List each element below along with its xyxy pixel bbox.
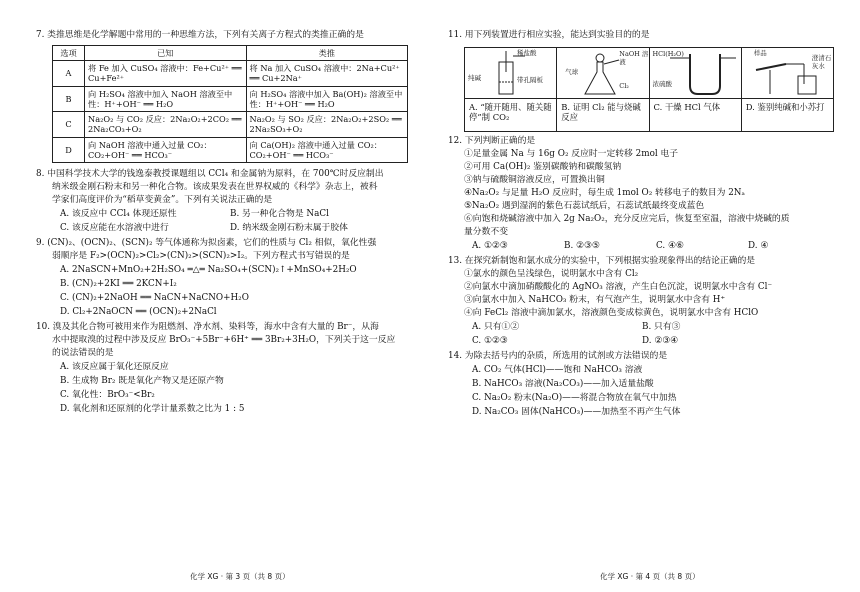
row-analog: 向 Ca(OH)₂ 溶液中通入过量 CO₂：CO₂+OH⁻ ══ HCO₃⁻ bbox=[246, 137, 407, 163]
question-7 bbox=[36, 30, 418, 163]
page-footer-left: 化学 XG · 第 3 页（共 8 页） bbox=[190, 572, 290, 581]
apparatus-d bbox=[742, 48, 833, 131]
q12-stem: 12. 下列判断正确的是 bbox=[448, 135, 536, 146]
q12-statement: ①足量金属 Na 与 16g O₂ 反应时一定转移 2mol 电子 bbox=[464, 148, 679, 159]
label-balloon: 气球 bbox=[565, 67, 579, 76]
row-key: D bbox=[53, 137, 85, 163]
q12-statement-cont: 量分数不变 bbox=[464, 226, 508, 237]
q7-stem: 7. 类推思维是化学解题中常用的一种思维方法，下列有关离子方程式的类推正确的是 bbox=[36, 30, 364, 40]
row-known: 向 H₂SO₄ 溶液中加入 NaOH 溶液至中性：H⁺+OH⁻ ══ H₂O bbox=[85, 86, 247, 112]
row-analog: 将 Na 加入 CuSO₄ 溶液中：2Na+Cu²⁺ ══ Cu+2Na⁺ bbox=[246, 61, 407, 87]
page-footer-right: 化学 XG · 第 4 页（共 8 页） bbox=[600, 572, 700, 581]
label-soda: 纯碱 bbox=[468, 73, 481, 82]
label-naoh: NaOH 溶液 bbox=[619, 49, 649, 67]
option-c: C. ④⑥ bbox=[656, 240, 684, 251]
q10-line: 的说法错误的是 bbox=[52, 348, 114, 359]
label-limewater: 澄清石灰水 bbox=[811, 53, 832, 71]
option-a: A. ①②③ bbox=[472, 240, 508, 251]
option-d: D. Cl₂+2NaOCN ══ (OCN)₂+2NaCl bbox=[60, 307, 217, 318]
label-perforated-plate: 带孔隔板 bbox=[517, 75, 543, 84]
option-d: D. ②③④ bbox=[642, 335, 678, 346]
apparatus-b bbox=[557, 48, 649, 131]
option-a: A. 2NaSCN+MnO₂+2H₂SO₄ ═△═ Na₂SO₄+(SCN)₂↑+MnSO₄+2H₂O bbox=[60, 265, 357, 276]
apparatus-c bbox=[650, 48, 742, 131]
q13-stem: 13. 在探究新制饱和氯水成分的实验中，下列根据实验现象得出的结论正确的是 bbox=[448, 255, 756, 266]
q13-statement: ③向氯水中加入 NaHCO₃ 粉末，有气泡产生，说明氯水中含有 H⁺ bbox=[464, 294, 726, 305]
row-key: C bbox=[53, 112, 85, 138]
apparatus-d-drawing bbox=[742, 48, 833, 99]
row-known: 向 NaOH 溶液中通入过量 CO₂：CO₂+OH⁻ ══ HCO₃⁻ bbox=[85, 137, 247, 163]
row-known: Na₂O₂ 与 CO₂ 反应：2Na₂O₂+2CO₂ ══ 2Na₂CO₃+O₂ bbox=[85, 112, 247, 138]
q9-line: 弱顺序是 F₂>(OCN)₂>Cl₂>(CN)₂>(SCN)₂>I₂。下列方程式书写错误的是 bbox=[52, 251, 350, 262]
option-d: D. 纳米级金刚石粉末属于胶体 bbox=[230, 223, 348, 234]
option-b: B. 只有③ bbox=[642, 321, 681, 332]
option-b: B. ②③⑤ bbox=[564, 240, 600, 251]
option-a: A. 该反应属于氧化还原反应 bbox=[60, 362, 169, 373]
q8-stem: 8. 中国科学技术大学的钱逸泰教授课题组以 CCl₄ 和金属钠为原料，在 700℃时反应制出 bbox=[36, 169, 384, 180]
table-row bbox=[53, 112, 408, 138]
left-page bbox=[36, 30, 418, 419]
question-14 bbox=[448, 351, 840, 418]
option-b: B. 生成物 Br₂ 既是氧化产物又是还原产物 bbox=[60, 376, 224, 386]
question-9 bbox=[36, 238, 418, 318]
question-12 bbox=[448, 136, 840, 252]
co2-generator-icon bbox=[465, 48, 557, 98]
q11-apparatus-table bbox=[464, 47, 834, 132]
option-b: B. NaHCO₃ 溶液(Na₂CO₃)——加入适量盐酸 bbox=[472, 378, 654, 389]
apparatus-b-drawing bbox=[557, 48, 648, 99]
option-b: B. 另一种化合物是 NaCl bbox=[230, 209, 329, 220]
option-c: C. Na₂O₂ 粉末(Na₂O)——将混合物放在氧气中加热 bbox=[472, 392, 677, 403]
q13-statement: ②向氯水中滴加硝酸酸化的 AgNO₃ 溶液，产生白色沉淀，说明氯水中含有 Cl⁻ bbox=[464, 281, 773, 292]
option-a: A. CO₂ 气体(HCl)——饱和 NaHCO₃ 溶液 bbox=[472, 364, 643, 375]
q12-statement: ⑥向饱和烧碱溶液中加入 2g Na₂O₂，充分反应完后，恢复至室温，溶液中烧碱的质 bbox=[464, 213, 790, 224]
q11-stem: 11. 用下列装置进行相应实验，能达到实验目的的是 bbox=[448, 30, 650, 40]
table-row bbox=[53, 86, 408, 112]
table-row bbox=[53, 61, 408, 87]
option-c: C. 该反应能在水溶液中进行 bbox=[60, 223, 169, 234]
row-key: B bbox=[53, 86, 85, 112]
option-b: B. 证明 Cl₂ 能与烧碱反应 bbox=[561, 101, 641, 123]
option-c: C. 干燥 HCl 气体 bbox=[653, 101, 721, 112]
question-10 bbox=[36, 322, 418, 415]
q13-statement: ④向 FeCl₂ 溶液中滴加氯水，溶液颜色变成棕黄色，说明氯水中含有 HClO bbox=[464, 307, 759, 318]
q9-stem: 9. (CN)₂、(OCN)₂、(SCN)₂ 等气体通称为拟卤素，它们的性质与 Cl₂ 相似，氧化性强 bbox=[36, 238, 377, 249]
question-8 bbox=[36, 169, 418, 234]
option-d: D. 氧化剂和还原剂的化学计量系数之比为 1 : 5 bbox=[60, 403, 245, 414]
q13-statement: ①氯水的颜色呈浅绿色，说明氯水中含有 Cl₂ bbox=[464, 268, 639, 279]
q8-line: 纳米级金刚石粉末和另一种化合物。该成果发表在世界权威的《科学》杂志上，被科 bbox=[52, 182, 378, 193]
table-header-known: 已知 bbox=[85, 45, 247, 60]
q12-statement: ③钠与硫酸铜溶液反应，可置换出铜 bbox=[464, 174, 605, 185]
table-row bbox=[53, 137, 408, 163]
option-d: D. 鉴别纯碱和小苏打 bbox=[745, 101, 825, 112]
row-key: A bbox=[53, 61, 85, 87]
q10-line: 水中提取溴的过程中涉及反应 BrO₃⁻+5Br⁻+6H⁺ ══ 3Br₂+3H₂O，下列关于这一反应 bbox=[52, 335, 396, 346]
right-page bbox=[448, 30, 840, 422]
row-analog: Na₂O₂ 与 SO₂ 反应：2Na₂O₂+2SO₂ ══ 2Na₂SO₃+O₂ bbox=[246, 112, 407, 138]
q12-statement: ②可用 Ca(OH)₂ 鉴别碳酸钠和碳酸氢钠 bbox=[464, 161, 622, 172]
q12-statement: ④Na₂O₂ 与足量 H₂O 反应时，每生成 1mol O₂ 转移电子的数目为 2Nₐ bbox=[464, 187, 745, 198]
option-c: C. 氧化性：BrO₃⁻<Br₂ bbox=[60, 389, 155, 400]
apparatus-a-drawing bbox=[465, 48, 556, 99]
table-header-analog: 类推 bbox=[246, 45, 407, 60]
label-conc-sulfuric: 浓硫酸 bbox=[652, 79, 672, 88]
label-sample: 样品 bbox=[753, 48, 767, 57]
apparatus-a bbox=[465, 48, 557, 131]
apparatus-c-drawing bbox=[650, 48, 741, 99]
option-a: A. 只有①② bbox=[472, 321, 520, 332]
option-c: C. ①②③ bbox=[472, 335, 508, 346]
option-a: A. “随开随用、随关随停”制 CO₂ bbox=[469, 101, 552, 123]
label-dilute-hcl: 稀盐酸 bbox=[517, 48, 537, 57]
row-known: 将 Fe 加入 CuSO₄ 溶液中：Fe+Cu²⁺ ══ Cu+Fe²⁺ bbox=[85, 61, 247, 87]
question-13 bbox=[448, 256, 840, 347]
option-d: D. Na₂CO₃ 固体(NaHCO₃)——加热至不再产生气体 bbox=[472, 406, 681, 417]
q7-table bbox=[52, 45, 408, 163]
option-c: C. (CN)₂+2NaOH ══ NaCN+NaCNO+H₂O bbox=[60, 293, 249, 304]
q10-stem: 10. 溴及其化合物可被用来作为阻燃剂、净水剂、染料等，海水中含有大量的 Br⁻，从海 bbox=[36, 322, 379, 333]
q14-stem: 14. 为除去括号内的杂质，所选用的试剂或方法错误的是 bbox=[448, 350, 668, 361]
option-d: D. ④ bbox=[748, 240, 769, 251]
option-a: A. 该反应中 CCl₄ 体现还原性 bbox=[60, 209, 177, 220]
option-b: B. (CN)₂+2KI ══ 2KCN+I₂ bbox=[60, 279, 177, 290]
label-hcl-h2o: HCl(H₂O) bbox=[652, 49, 684, 58]
q12-statement: ⑤Na₂O₂ 遇到湿润的紫色石蕊试纸后，石蕊试纸最终变成蓝色 bbox=[464, 200, 705, 211]
table-header-option: 选项 bbox=[53, 45, 85, 60]
label-cl2: Cl₂ bbox=[619, 81, 629, 90]
q8-line: 学家们高度评价为“稻草变黄金”。下列有关说法正确的是 bbox=[52, 195, 273, 206]
row-analog: 向 H₂SO₄ 溶液中加入 Ba(OH)₂ 溶液至中性：H⁺+OH⁻ ══ H₂O bbox=[246, 86, 407, 112]
question-11 bbox=[448, 30, 840, 132]
